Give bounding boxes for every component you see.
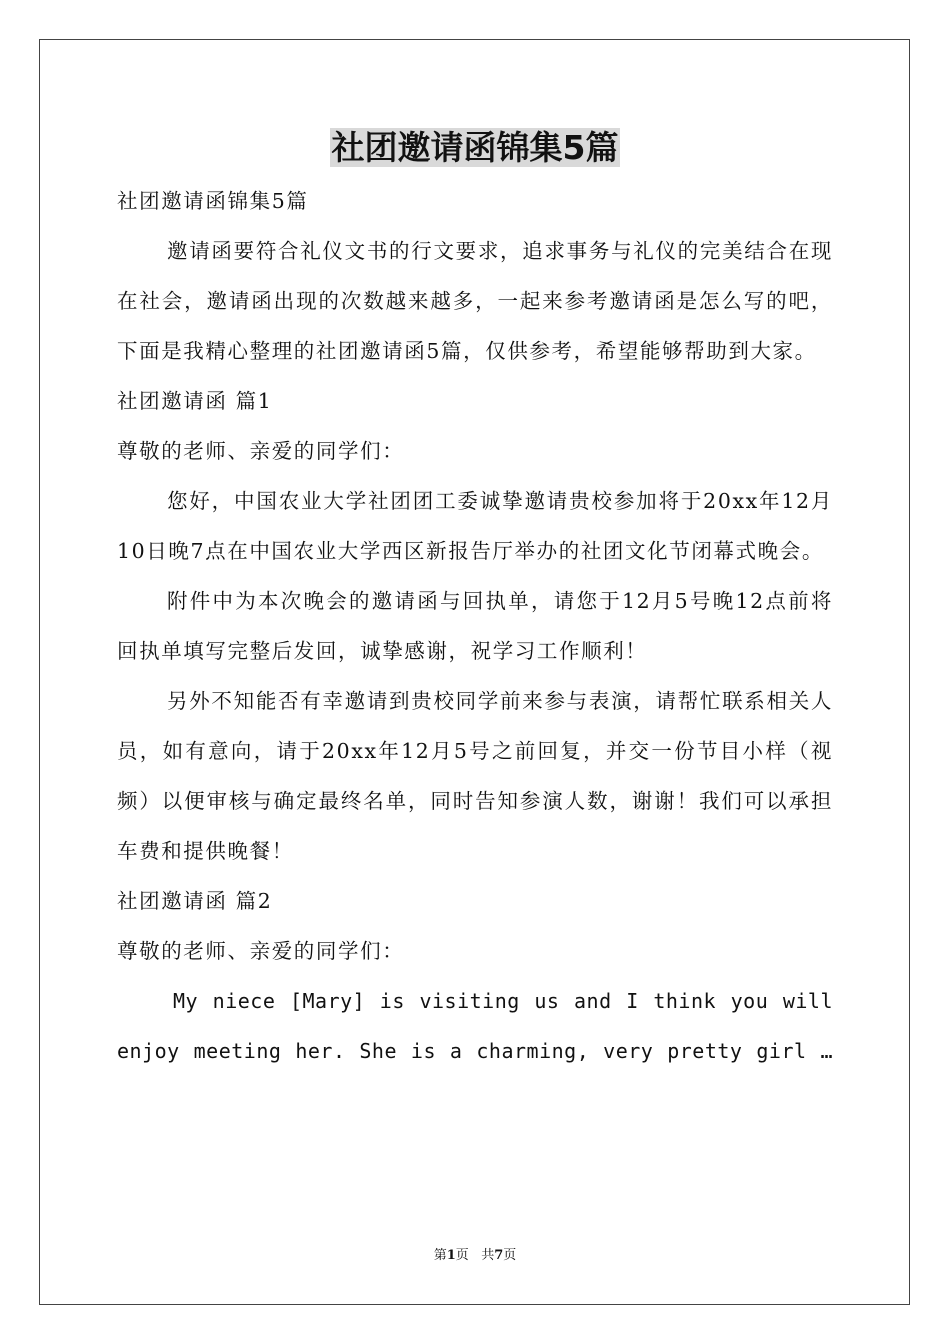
document-title	[0, 126, 950, 170]
english-line-1: My niece [Mary] is visiting us and I think you will	[173, 989, 833, 1013]
salutation-1: 尊敬的老师、亲爱的同学们：	[117, 439, 405, 463]
page-footer	[0, 1246, 950, 1266]
english-line-2: enjoy meeting her. She is a charming, very pretty girl …	[117, 1039, 833, 1063]
footer-total-pages: 7	[494, 1248, 504, 1263]
section-heading-2: 社团邀请函 篇2	[117, 889, 273, 913]
footer-total-unit: 页	[503, 1248, 517, 1263]
section-heading-1: 社团邀请函 篇1	[117, 389, 273, 413]
intro-paragraph: 邀请函要符合礼仪文书的行文要求，追求事务与礼仪的完美结合在现在社会，邀请函出现的次数越来越多，一起来参考邀请函是怎么写的吧，下面是我精心整理的社团邀请函5篇，仅供参考，希望能够帮助到大家。	[117, 239, 833, 363]
body-paragraph-2: 附件中为本次晚会的邀请函与回执单，请您于12月5号晚12点前将回执单填写完整后发回，诚挚感谢，祝学习工作顺利！	[117, 589, 833, 663]
document-title-text: 社团邀请函锦集5篇	[331, 128, 619, 167]
footer-page-unit: 页	[455, 1248, 469, 1263]
subtitle-line: 社团邀请函锦集5篇	[117, 189, 309, 213]
footer-total-prefix: 共	[481, 1248, 495, 1263]
footer-page-number: 1	[446, 1248, 456, 1263]
document-body	[117, 176, 833, 1076]
body-paragraph-3: 另外不知能否有幸邀请到贵校同学前来参与表演，请帮忙联系相关人员，如有意向，请于20xx年12月5号之前回复，并交一份节目小样（视频）以便审核与确定最终名单，同时告知参演人数，谢谢！我们可以承担车费和提供晚餐！	[117, 689, 833, 863]
salutation-2: 尊敬的老师、亲爱的同学们：	[117, 939, 405, 963]
footer-prefix: 第	[433, 1248, 447, 1263]
body-paragraph-1: 您好，中国农业大学社团团工委诚挚邀请贵校参加将于20xx年12月10日晚7点在中国农业大学西区新报告厅举办的社团文化节闭幕式晚会。	[117, 489, 833, 563]
